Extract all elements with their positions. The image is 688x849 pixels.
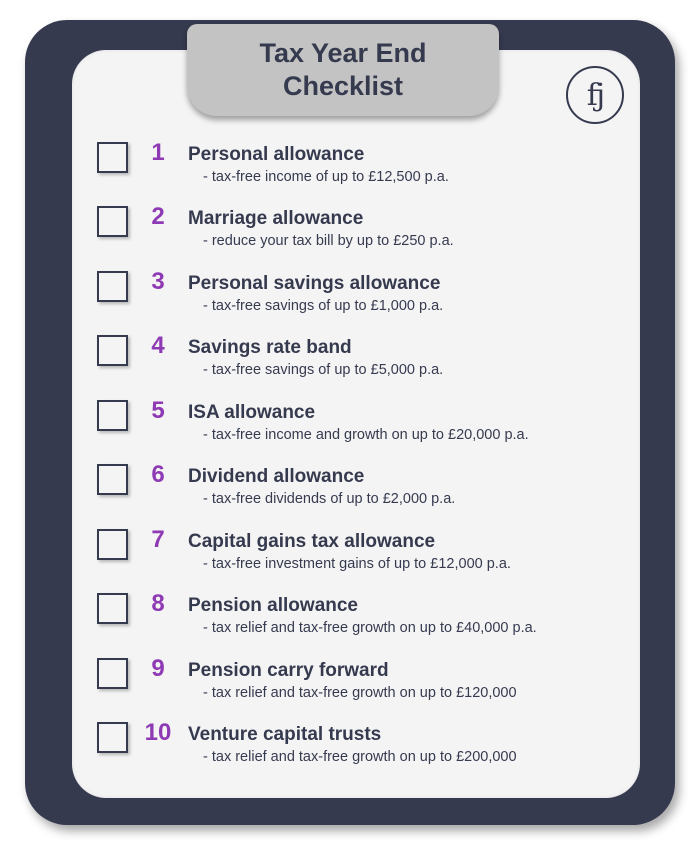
item-label: Dividend allowance <box>188 466 365 487</box>
clipboard-clip <box>187 24 499 116</box>
item-description: - tax relief and tax-free growth on up to £40,000 p.a. <box>203 620 537 636</box>
item-number: 3 <box>151 268 165 295</box>
checkbox[interactable] <box>97 271 128 302</box>
item-number: 6 <box>151 461 165 488</box>
item-description: - reduce your tax bill by up to £250 p.a. <box>203 233 454 249</box>
item-number: 10 <box>144 719 172 746</box>
list-item <box>0 397 688 460</box>
item-number: 7 <box>151 526 165 553</box>
checkbox[interactable] <box>97 593 128 624</box>
list-item <box>0 203 688 266</box>
item-label: Pension carry forward <box>188 660 389 681</box>
item-description: - tax-free investment gains of up to £12,000 p.a. <box>203 556 511 572</box>
logo-text: fj <box>586 77 604 113</box>
item-number: 5 <box>151 397 165 424</box>
list-item <box>0 719 688 782</box>
item-label: Savings rate band <box>188 337 352 358</box>
item-label: ISA allowance <box>188 402 316 423</box>
list-item <box>0 268 688 331</box>
list-item <box>0 139 688 202</box>
item-label: Marriage allowance <box>188 208 364 229</box>
item-description: - tax-free income of up to £12,500 p.a. <box>203 169 449 185</box>
checkbox[interactable] <box>97 142 128 173</box>
item-label: Pension allowance <box>188 595 358 616</box>
item-label: Personal savings allowance <box>188 273 441 294</box>
checkbox[interactable] <box>97 335 128 366</box>
item-description: - tax-free income and growth on up to £20,000 p.a. <box>203 427 529 443</box>
checkbox[interactable] <box>97 464 128 495</box>
page-title: Tax Year End Checklist <box>259 38 427 101</box>
item-number: 8 <box>151 590 165 617</box>
item-description: - tax relief and tax-free growth on up to £120,000 <box>203 685 517 701</box>
checkbox[interactable] <box>97 658 128 689</box>
item-description: - tax-free savings of up to £5,000 p.a. <box>203 362 444 378</box>
checkbox[interactable] <box>97 206 128 237</box>
list-item <box>0 461 688 524</box>
item-label: Capital gains tax allowance <box>188 531 436 552</box>
checkbox[interactable] <box>97 722 128 753</box>
list-item <box>0 332 688 395</box>
item-label: Personal allowance <box>188 144 365 165</box>
list-item <box>0 526 688 589</box>
checkbox[interactable] <box>97 529 128 560</box>
item-description: - tax-free savings of up to £1,000 p.a. <box>203 298 444 314</box>
item-number: 4 <box>151 332 165 359</box>
item-number: 9 <box>151 655 165 682</box>
brand-logo <box>566 66 624 124</box>
list-item <box>0 655 688 718</box>
item-description: - tax-free dividends of up to £2,000 p.a. <box>203 491 456 507</box>
item-number: 2 <box>151 203 165 230</box>
list-item <box>0 590 688 653</box>
item-number: 1 <box>151 139 165 166</box>
item-description: - tax relief and tax-free growth on up to £200,000 <box>203 749 517 765</box>
checkbox[interactable] <box>97 400 128 431</box>
item-label: Venture capital trusts <box>188 724 382 745</box>
